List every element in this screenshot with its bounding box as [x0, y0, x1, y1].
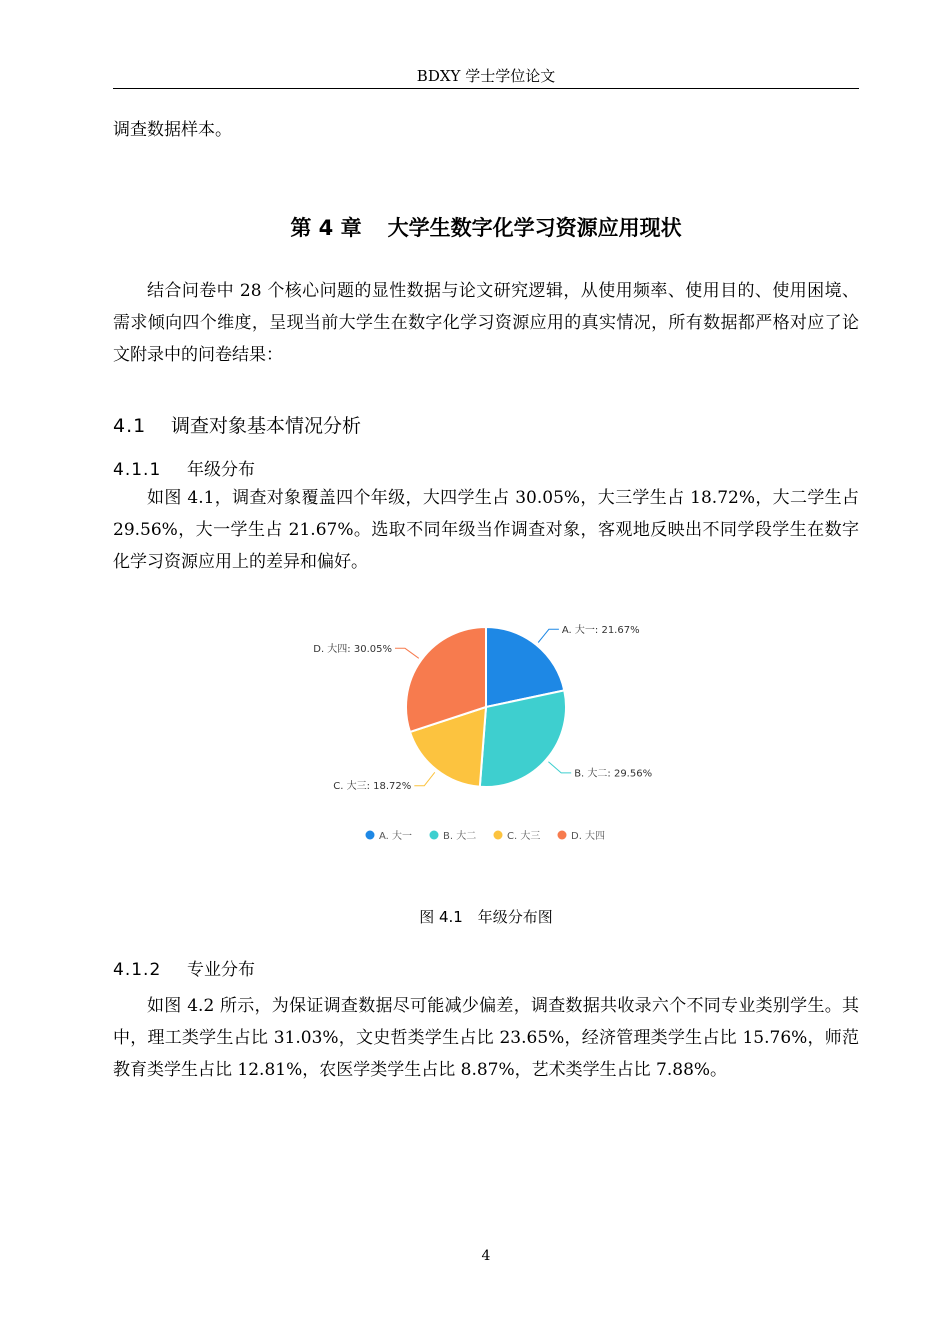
header-rule: [113, 88, 859, 89]
section-title: 调查对象基本情况分析: [171, 415, 362, 437]
legend-swatch: [430, 831, 439, 840]
grade-pie-chart: [300, 610, 680, 855]
intro-paragraph: 结合问卷中 28 个核心问题的显性数据与论文研究逻辑，从使用频率、使用目的、使用困境、需求倾向四个维度，呈现当前大学生在数字化学习资源应用的真实情况，所有数据都严格对应了论文附录中的问卷结果：: [113, 281, 859, 365]
legend-swatch: [494, 831, 503, 840]
section-4-1-heading: [113, 411, 361, 438]
section-title: 年级分布: [187, 460, 255, 480]
carryover-text: 调查数据样本。: [113, 120, 232, 140]
section-title: 专业分布: [187, 960, 255, 980]
legend-item: [494, 829, 541, 842]
section-number: 4.1.2: [113, 960, 162, 980]
section-4-1-2-heading: [113, 955, 255, 980]
legend-item: [558, 829, 606, 842]
legend-label: C. 大三: [507, 831, 541, 842]
legend-label: D. 大四: [571, 831, 606, 842]
figure-caption: 图 4.1 年级分布图: [419, 908, 553, 926]
legend-swatch: [558, 831, 567, 840]
pie-leader-line: [395, 648, 419, 658]
pie-slice: [480, 690, 566, 787]
section-number: 4.1: [113, 415, 147, 437]
section-number: 4.1.1: [113, 460, 162, 480]
legend-item: [430, 829, 477, 842]
pie-data-label: B. 大二: 29.56%: [574, 768, 653, 780]
major-paragraph: 如图 4.2 所示，为保证调查数据尽可能减少偏差，调查数据共收录六个不同专业类别学生。其中，理工类学生占比 31.03%，文史哲类学生占比 23.65%，经济管理类学生占比 15.76%，师范教育类学生占比 12.81%，农医学类学生占比 8.87%，艺术类学生占比 7.88%。: [113, 996, 859, 1080]
legend-swatch: [366, 831, 375, 840]
legend-item: [366, 829, 413, 842]
page-number: 4: [481, 1248, 491, 1264]
chapter-title: [113, 212, 859, 242]
pie-data-label: D. 大四: 30.05%: [313, 643, 392, 655]
chapter-number: 第 4 章: [290, 216, 362, 240]
chapter-name: 大学生数字化学习资源应用现状: [387, 216, 682, 240]
legend-label: B. 大二: [443, 831, 477, 842]
grade-paragraph: 如图 4.1，调查对象覆盖四个年级，大四学生占 30.05%，大三学生占 18.72%，大二学生占 29.56%，大一学生占 21.67%。选取不同年级当作调查对象，客观地反映出不同学段学生在数字化学习资源应用上的差异和偏好。: [113, 488, 859, 572]
pie-leader-line: [414, 772, 435, 785]
legend-label: A. 大一: [379, 831, 413, 842]
pie-leader-line: [538, 629, 559, 642]
pie-data-label: A. 大一: 21.67%: [561, 624, 640, 636]
pie-leader-line: [548, 762, 571, 773]
pie-data-label: C. 大三: 18.72%: [333, 781, 412, 793]
running-header: BDXY 学士学位论文: [416, 67, 556, 85]
section-4-1-1-heading: [113, 455, 255, 480]
